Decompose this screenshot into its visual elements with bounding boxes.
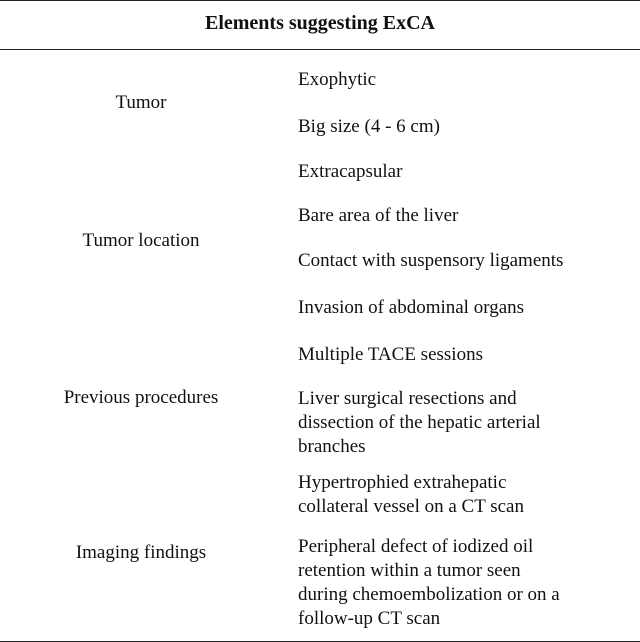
item-multiple-tace: Multiple TACE sessions — [298, 344, 483, 365]
category-previous-procedures: Previous procedures — [63, 387, 219, 408]
item-exophytic: Exophytic — [298, 69, 377, 90]
category-imaging-findings: Imaging findings — [75, 542, 207, 563]
item-suspensory-ligaments: Contact with suspensory ligaments — [298, 250, 564, 271]
title-divider — [0, 49, 640, 50]
table-title: Elements suggesting ExCA — [204, 12, 435, 34]
category-tumor: Tumor — [115, 92, 167, 113]
item-peripheral-defect: Peripheral defect of iodized oil retention within a tumor seen during chemoembolization or on a follow-up CT scan — [298, 536, 560, 629]
category-tumor-location: Tumor location — [82, 230, 200, 251]
item-bare-area: Bare area of the liver — [298, 205, 459, 226]
item-extracapsular: Extracapsular — [298, 161, 403, 182]
item-liver-resections: Liver surgical resections and dissection of the hepatic arterial branches — [298, 388, 541, 457]
item-invasion-organs: Invasion of abdominal organs — [298, 297, 525, 318]
item-big-size: Big size (4 - 6 cm) — [298, 116, 440, 137]
item-hypertrophied-vessel: Hypertrophied extrahepatic collateral vessel on a CT scan — [298, 472, 524, 517]
